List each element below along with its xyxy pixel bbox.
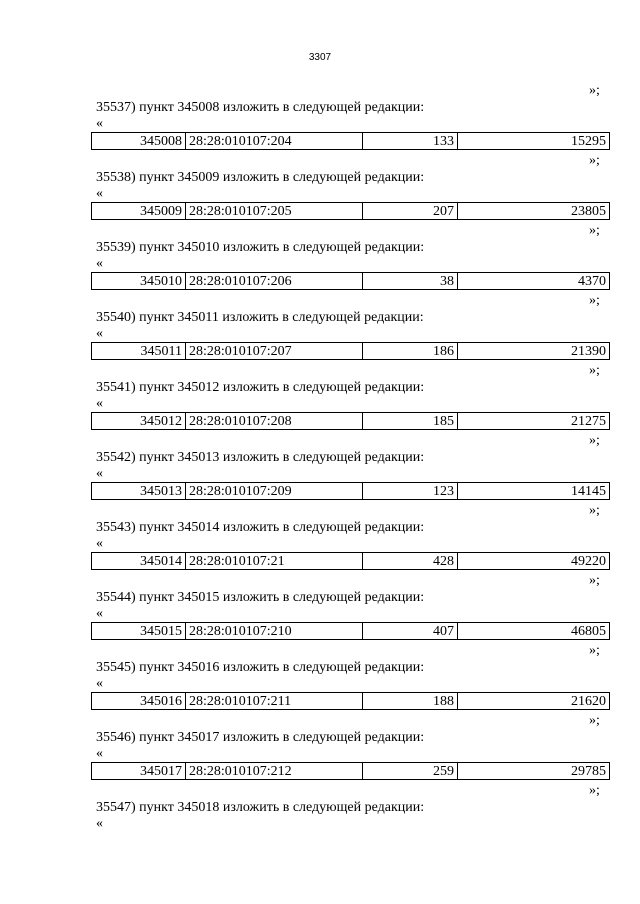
amendment-instruction: 35538) пункт 345009 изложить в следующей редакции: (96, 170, 425, 185)
table-row (91, 342, 610, 360)
item-number-cell: 345013 (92, 483, 186, 500)
closing-quote: »; (589, 83, 600, 98)
closing-quote: »; (589, 503, 600, 518)
table-row (91, 552, 610, 570)
closing-quote: »; (589, 783, 600, 798)
amount-cell: 49220 (458, 553, 610, 570)
amendment-instruction: 35539) пункт 345010 изложить в следующей редакции: (96, 240, 425, 255)
item-number-cell: 345016 (92, 693, 186, 710)
cadastral-number-cell: 28:28:010107:209 (186, 483, 363, 500)
closing-quote: »; (589, 643, 600, 658)
table-row (91, 202, 610, 220)
cadastral-number-cell: 28:28:010107:207 (186, 343, 363, 360)
opening-quote: « (96, 606, 103, 621)
amendment-instruction: 35544) пункт 345015 изложить в следующей редакции: (96, 590, 425, 605)
value-cell: 133 (363, 133, 458, 150)
cadastral-number-cell: 28:28:010107:204 (186, 133, 363, 150)
closing-quote: »; (589, 223, 600, 238)
value-cell: 185 (363, 413, 458, 430)
cadastral-number-cell: 28:28:010107:205 (186, 203, 363, 220)
amendment-instruction: 35546) пункт 345017 изложить в следующей редакции: (96, 730, 425, 745)
document-body (0, 83, 640, 845)
amount-cell: 21390 (458, 343, 610, 360)
page-number: 3307 (308, 52, 332, 63)
table-row (91, 482, 610, 500)
item-number-cell: 345011 (92, 343, 186, 360)
amendment-block (0, 433, 640, 503)
cadastral-number-cell: 28:28:010107:210 (186, 623, 363, 640)
item-number-cell: 345015 (92, 623, 186, 640)
amendment-block (0, 293, 640, 363)
closing-quote: »; (589, 433, 600, 448)
opening-quote: « (96, 676, 103, 691)
opening-quote: « (96, 396, 103, 411)
cadastral-number-cell: 28:28:010107:211 (186, 693, 363, 710)
value-cell: 186 (363, 343, 458, 360)
amendment-block (0, 83, 640, 153)
item-number-cell: 345012 (92, 413, 186, 430)
amendment-block (0, 573, 640, 643)
item-number-cell: 345009 (92, 203, 186, 220)
item-number-cell: 345017 (92, 763, 186, 780)
amount-cell: 21275 (458, 413, 610, 430)
table-row (91, 132, 610, 150)
value-cell: 407 (363, 623, 458, 640)
opening-quote: « (96, 116, 103, 131)
closing-quote: »; (589, 363, 600, 378)
opening-quote: « (96, 186, 103, 201)
table-row (91, 412, 610, 430)
closing-quote: »; (589, 713, 600, 728)
opening-quote: « (96, 256, 103, 271)
cadastral-number-cell: 28:28:010107:208 (186, 413, 363, 430)
cadastral-number-cell: 28:28:010107:21 (186, 553, 363, 570)
cadastral-number-cell: 28:28:010107:212 (186, 763, 363, 780)
item-number-cell: 345014 (92, 553, 186, 570)
opening-quote: « (96, 326, 103, 341)
amendment-block (0, 153, 640, 223)
amount-cell: 46805 (458, 623, 610, 640)
table-row (91, 692, 610, 710)
opening-quote: « (96, 816, 103, 831)
value-cell: 259 (363, 763, 458, 780)
amendment-instruction: 35547) пункт 345018 изложить в следующей редакции: (96, 800, 425, 815)
amendment-block (0, 363, 640, 433)
amount-cell: 21620 (458, 693, 610, 710)
amendment-instruction: 35537) пункт 345008 изложить в следующей редакции: (96, 100, 425, 115)
closing-quote: »; (589, 153, 600, 168)
cadastral-number-cell: 28:28:010107:206 (186, 273, 363, 290)
value-cell: 428 (363, 553, 458, 570)
closing-quote: »; (589, 573, 600, 588)
amendment-instruction: 35545) пункт 345016 изложить в следующей редакции: (96, 660, 425, 675)
item-number-cell: 345008 (92, 133, 186, 150)
amount-cell: 29785 (458, 763, 610, 780)
amendment-instruction: 35541) пункт 345012 изложить в следующей редакции: (96, 380, 425, 395)
item-number-cell: 345010 (92, 273, 186, 290)
amendment-instruction: 35540) пункт 345011 изложить в следующей редакции: (96, 310, 424, 325)
value-cell: 188 (363, 693, 458, 710)
amount-cell: 4370 (458, 273, 610, 290)
amendment-block (0, 223, 640, 293)
value-cell: 207 (363, 203, 458, 220)
table-row (91, 762, 610, 780)
amendment-block (0, 783, 640, 845)
amount-cell: 15295 (458, 133, 610, 150)
opening-quote: « (96, 536, 103, 551)
table-row (91, 622, 610, 640)
amount-cell: 23805 (458, 203, 610, 220)
amendment-block (0, 643, 640, 713)
closing-quote: »; (589, 293, 600, 308)
value-cell: 123 (363, 483, 458, 500)
amendment-block (0, 503, 640, 573)
amendment-block (0, 713, 640, 783)
amendment-instruction: 35543) пункт 345014 изложить в следующей редакции: (96, 520, 425, 535)
amendment-instruction: 35542) пункт 345013 изложить в следующей редакции: (96, 450, 425, 465)
value-cell: 38 (363, 273, 458, 290)
opening-quote: « (96, 746, 103, 761)
opening-quote: « (96, 466, 103, 481)
amount-cell: 14145 (458, 483, 610, 500)
table-row (91, 272, 610, 290)
